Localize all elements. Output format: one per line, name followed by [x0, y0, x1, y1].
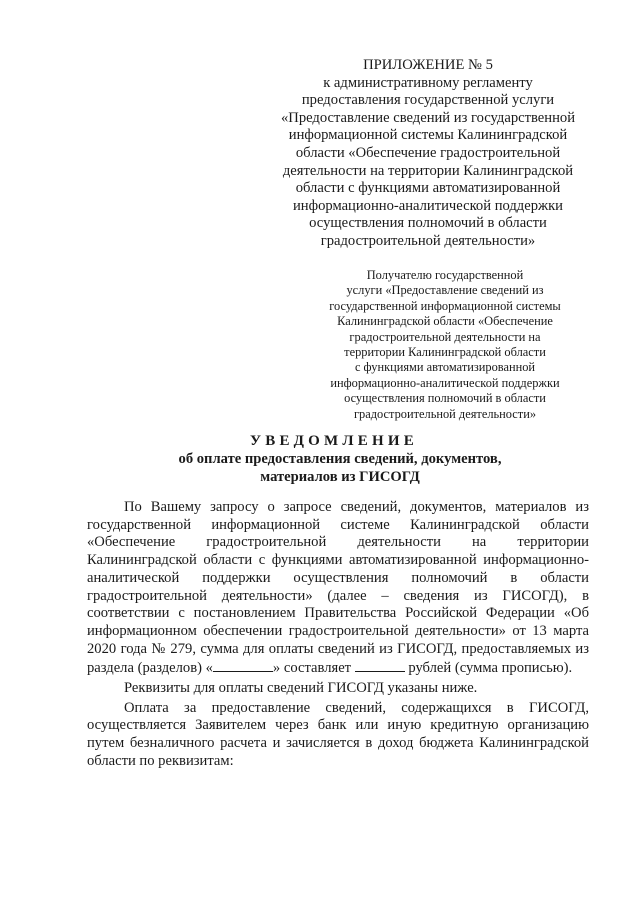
appendix-line: деятельности на территории Калининградской [282, 162, 574, 179]
appendix-line: градостроительной деятельности» [320, 232, 536, 249]
notice-title: УВЕДОМЛЕНИЕ [250, 433, 418, 449]
amount-blank-field [355, 658, 405, 672]
paragraph-text: » составляет [272, 660, 355, 677]
paragraph-payment: Оплата за предоставление сведений, содержащихся в ГИСОГД, осуществляется Заявителем через банк или иную кредитную организацию путем безналичного расчета и зачисляется в доход бюджета Калининградской области по реквизитам: [87, 699, 589, 769]
recipient-line: осуществления полномочий в области [344, 391, 546, 406]
appendix-line: информационной системы Калининградской [288, 127, 568, 144]
recipient-line: государственной информационной системы [329, 298, 561, 313]
appendix-header [262, 57, 594, 251]
paragraph-text: По Вашему запросу о запросе сведений, документов, материалов из государственной информационной системе Калининградской области «Обеспечение градостроительной деятельности на территории Калининградской области с функциями автоматизированной информационно-аналитической поддержки осуществления полномочий в области градостроительной деятельности» (далее – сведения из ГИСОГД), в соответствии с постановлением Правительства Российской Федерации «Об информационном обеспечении градостроительной деятельности» от 13 марта 2020 года № 279, сумма для оплаты сведений из ГИСОГД, предоставляемых из раздела (разделов) « [87, 499, 589, 677]
notice-subtitle-line: об оплате предоставления сведений, документов, [178, 451, 502, 467]
appendix-line: «Предоставление сведений из государственной [281, 109, 575, 126]
recipient-line: с функциями автоматизированной [354, 360, 536, 375]
notice-subtitle [0, 451, 640, 486]
recipient-line: информационно-аналитической поддержки [330, 375, 560, 390]
appendix-line: предоставления государственной услуги [301, 92, 555, 109]
appendix-line: информационно-аналитической поддержки [293, 197, 563, 214]
recipient-line: услуги «Предоставление сведений из [346, 283, 544, 298]
recipient-line: Получателю государственной [366, 268, 524, 282]
recipient-line: градостроительной деятельности на [349, 329, 541, 344]
section-blank-field [213, 658, 273, 672]
paragraph-requisites: Реквизиты для оплаты сведений ГИСОГД указаны ниже. [124, 680, 478, 697]
appendix-line: области с функциями автоматизированной [295, 180, 561, 197]
recipient-line: территории Калининградской области [344, 345, 546, 360]
recipient-line: Калининградской области «Обеспечение [337, 314, 553, 329]
appendix-line: ПРИЛОЖЕНИЕ № 5 [363, 57, 493, 73]
recipient-block [300, 268, 590, 422]
paragraph-text: рублей (сумма прописью). [404, 660, 573, 677]
notice-body [87, 499, 589, 771]
notice-subtitle-line: материалов из ГИСОГД [260, 468, 420, 485]
paragraph-request-sum [87, 499, 589, 678]
appendix-line: осуществления полномочий в области [309, 215, 547, 232]
appendix-line: к административному регламенту [323, 74, 533, 91]
recipient-line: градостроительной деятельности» [353, 406, 537, 421]
appendix-line: области «Обеспечение градостроительной [295, 144, 561, 161]
